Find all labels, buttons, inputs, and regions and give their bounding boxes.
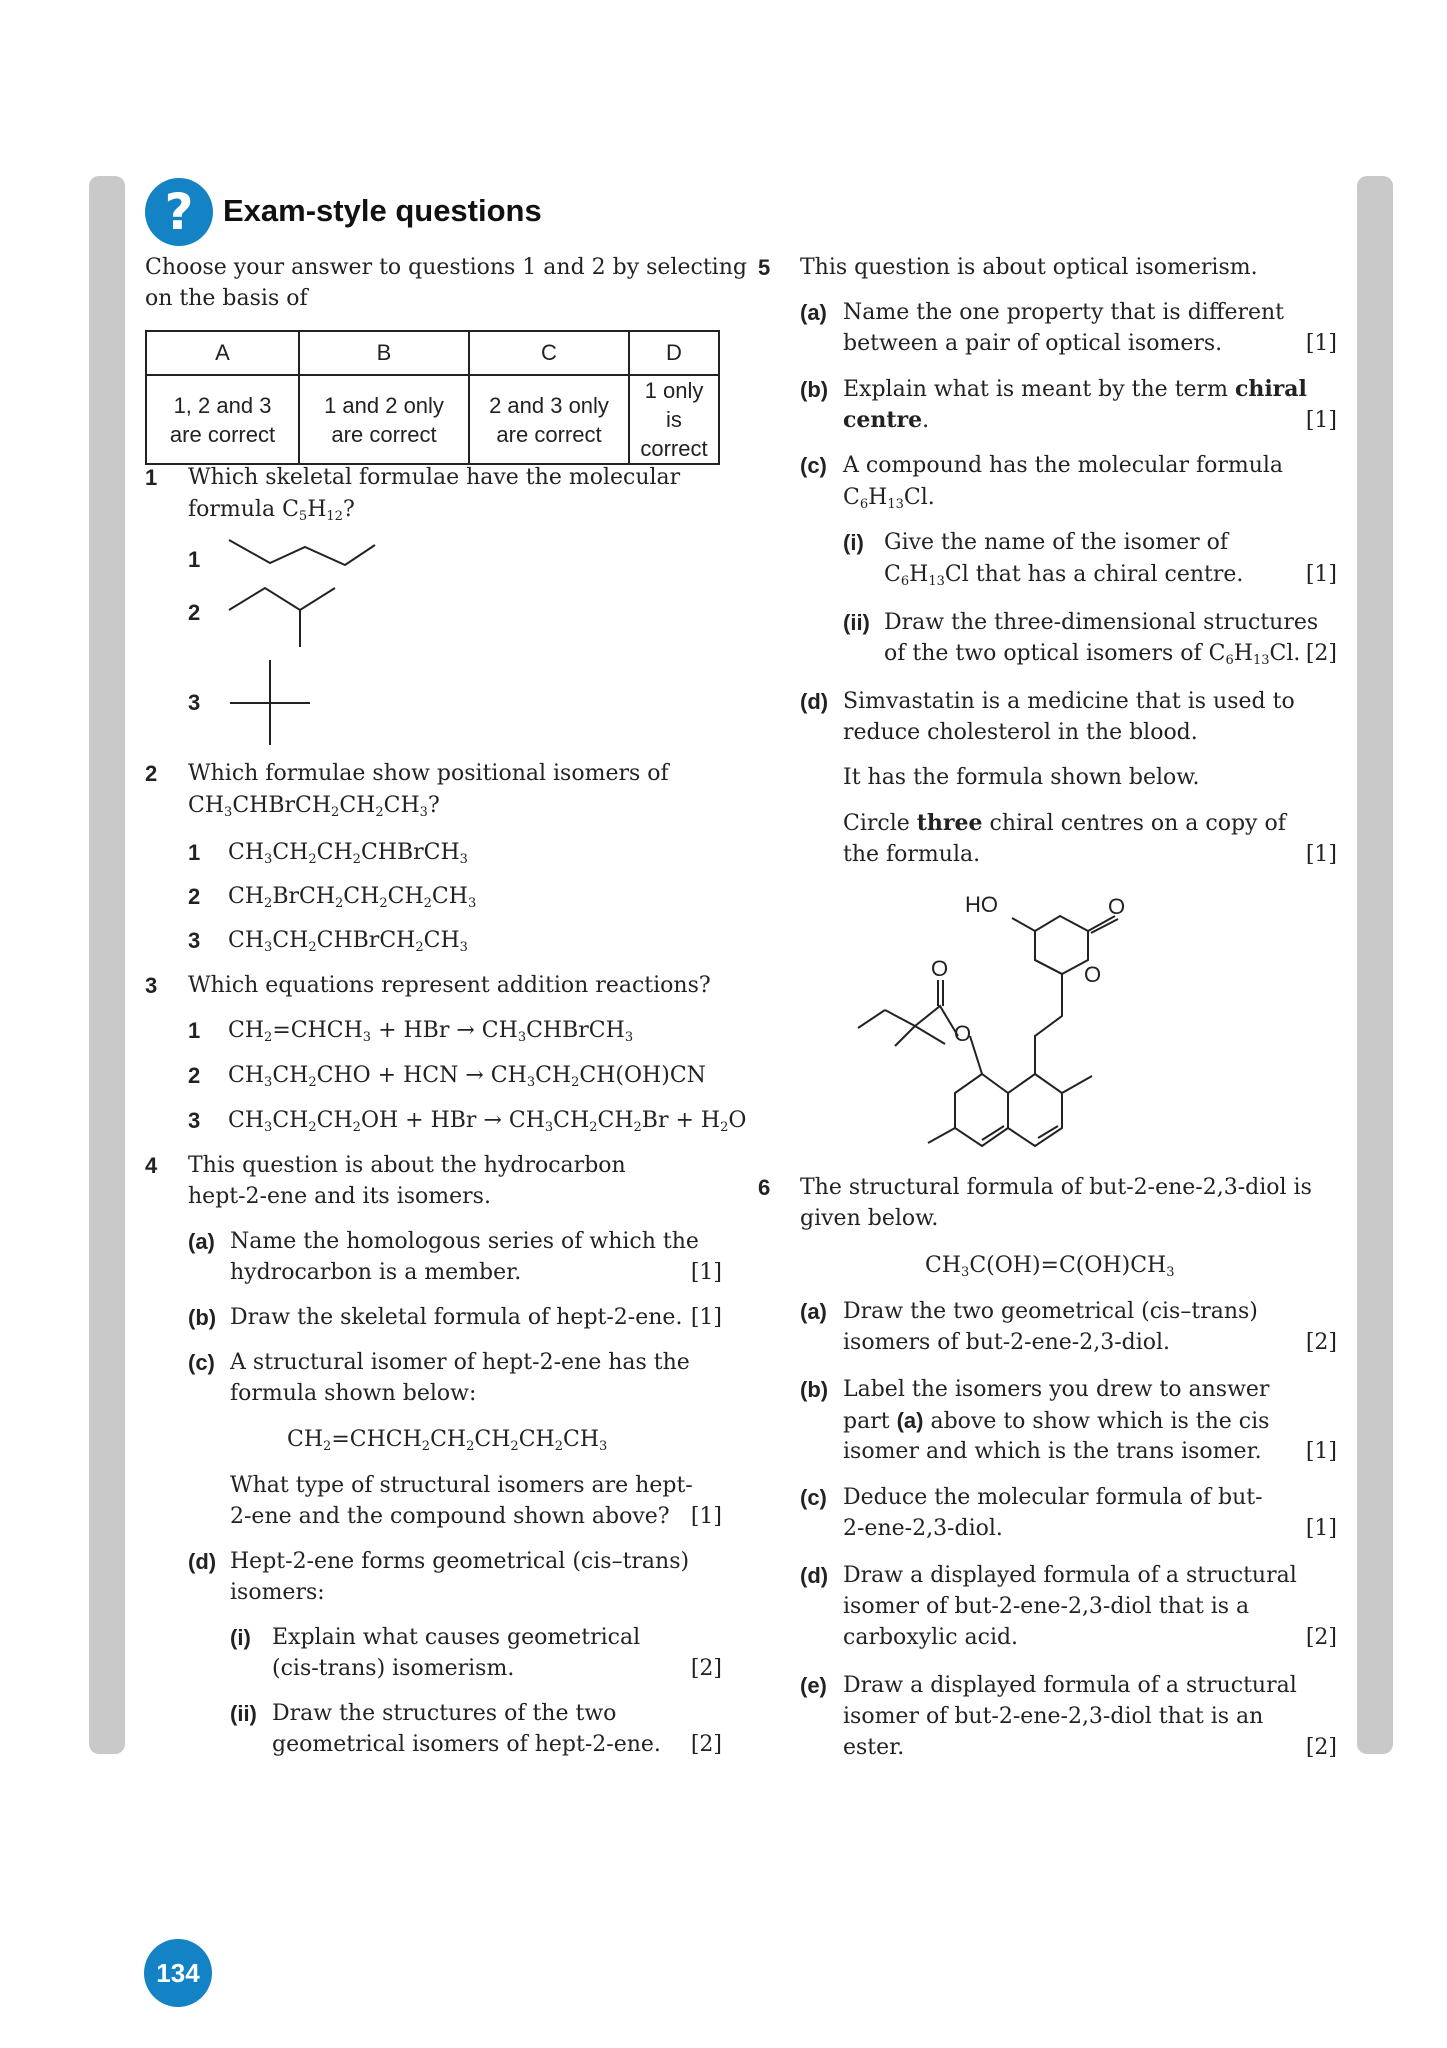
q5ci-line-1: Give the name of the isomer of [884,530,1228,555]
q5d-line-1: Simvastatin is a medicine that is used to [843,689,1295,714]
q4a-line-1: Name the homologous series of which the [230,1229,699,1254]
q5c-formula: $C_6H_{13}Cl$. [843,485,935,512]
q5a-mark: [1] [1305,331,1337,356]
question-mark-icon: ? [145,178,213,246]
q6b-line-1: Label the isomers you drew to answer [843,1377,1270,1402]
q4di-mark: [2] [690,1656,722,1681]
q6b-line-2: part (a) above to show which is the cis [843,1408,1270,1434]
q6-line-2: given below. [800,1206,939,1231]
q3-option-3: $CH_3CH_2CH_2OH$ + HBr → $CH_3CH_2CH_2Br + H_2O$ [228,1108,747,1135]
q6a-label: (a) [800,1299,827,1324]
q4b-mark: [1] [690,1305,722,1330]
q6c-mark: [1] [1305,1516,1337,1541]
q4di-label: (i) [230,1625,251,1650]
key-header-c: C [469,331,629,375]
q3-option-2-number: 2 [188,1063,201,1088]
q6c-line-1: Deduce the molecular formula of but- [843,1485,1263,1510]
key-header-b: B [299,331,469,375]
q4b-label: (b) [188,1305,217,1330]
q4dii-line-2: geometrical isomers of hept-2-ene. [272,1732,661,1757]
q5d-line-5: the formula. [843,842,981,867]
q6-line-1: The structural formula of but-2-ene-2,3-diol is [800,1175,1312,1200]
q6b-label: (b) [800,1377,829,1402]
q4di-line-1: Explain what causes geometrical [272,1625,641,1650]
answer-key-table [145,330,720,465]
q5d-line-4: Circle three chiral centres on a copy of [843,810,1286,836]
q5c-label: (c) [800,453,827,478]
q5b-line-2: centre. [843,407,930,433]
key-cell-c: 2 and 3 only are correct [469,375,629,464]
q4-number: 4 [145,1153,158,1178]
q5-line-1: This question is about optical isomerism. [800,255,1258,280]
key-header-d: D [629,331,719,375]
q4c-line-1: A structural isomer of hept-2-ene has the [230,1350,690,1375]
q2-option-1-number: 1 [188,840,201,865]
q4dii-line-1: Draw the structures of the two [272,1701,617,1726]
q6a-line-1: Draw the two geometrical (cis–trans) [843,1299,1258,1324]
intro-line-1: Choose your answer to questions 1 and 2 by selecting [145,255,747,280]
q5ci-label: (i) [843,530,864,555]
q5d-mark: [1] [1305,842,1337,867]
q6c-label: (c) [800,1485,827,1510]
key-header-a: A [146,331,299,375]
q5ci-line-2: $C_6H_{13}Cl$ that has a chiral centre. [884,562,1244,589]
q5a-label: (a) [800,300,827,325]
q5d-line-2: reduce cholesterol in the blood. [843,720,1198,745]
q4c-line-3: What type of structural isomers are hept- [230,1473,693,1498]
q2-option-1: $CH_3CH_2CH_2CHBrCH_3$ [228,840,468,867]
q5b-line-1: Explain what is meant by the term chiral [843,376,1307,402]
q5ci-mark: [1] [1305,562,1337,587]
label-ho: HO [965,892,998,917]
q4d-line-1: Hept-2-ene forms geometrical (cis–trans) [230,1549,690,1574]
q5d-label: (d) [800,689,829,714]
q4c-formula: $CH_2=CHCH_2CH_2CH_2CH_2CH_3$ [287,1427,608,1454]
key-cell-a: 1, 2 and 3 are correct [146,375,299,464]
methylbutane-skeleton [229,588,335,610]
q4a-label: (a) [188,1229,215,1254]
q2-option-3-number: 3 [188,928,201,953]
pentane-skeleton [229,540,375,565]
q4di-line-2: (cis-trans) isomerism. [272,1656,515,1681]
q4dii-mark: [2] [690,1732,722,1757]
q2-option-3: $CH_3CH_2CHBrCH_2CH_3$ [228,928,468,955]
q6-formula: $CH_3C(OH)=C(OH)CH_3$ [925,1253,1175,1280]
q5cii-line-2: of the two optical isomers of $C_6H_{13}Cl$. [884,641,1301,668]
q3-option-3-number: 3 [188,1108,201,1133]
q1-option-1: 1 [188,547,201,572]
q1-option-2: 2 [188,600,201,625]
q1-number: 1 [145,465,158,490]
q6d-line-2: isomer of but-2-ene-2,3-diol that is a [843,1594,1250,1619]
q5cii-label: (ii) [843,610,870,635]
q4a-line-2: hydrocarbon is a member. [230,1260,522,1285]
q6e-label: (e) [800,1673,827,1698]
label-o-ester: O [954,1021,972,1046]
label-o-carbonyl-ester: O [931,956,949,981]
q6a-mark: [2] [1305,1330,1337,1355]
q6d-mark: [2] [1305,1625,1337,1650]
simvastatin-structure [830,888,1160,1168]
q4c-label: (c) [188,1350,215,1375]
q4-line-1: This question is about the hydrocarbon [188,1153,626,1178]
right-margin-bar [1357,176,1393,1754]
q6c-line-2: 2-ene-2,3-diol. [843,1516,1003,1541]
q1-line-1: Which skeletal formulae have the molecular [188,465,681,490]
page-title: Exam-style questions [223,193,542,228]
intro-line-2: on the basis of [145,286,308,311]
q4d-label: (d) [188,1549,217,1574]
q4c-mark: [1] [690,1504,722,1529]
q5b-label: (b) [800,377,829,402]
q5cii-line-1: Draw the three-dimensional structures [884,610,1319,635]
page-number: 134 [144,1939,212,2007]
q4b-line-1: Draw the skeletal formula of hept-2-ene. [230,1305,683,1330]
q3-option-1-number: 1 [188,1018,201,1043]
q6b-line-3: isomer and which is the trans isomer. [843,1439,1262,1464]
q6e-line-3: ester. [843,1735,905,1760]
q4c-line-4: 2-ene and the compound shown above? [230,1504,670,1529]
q1-option-3: 3 [188,690,201,715]
q6e-line-2: isomer of but-2-ene-2,3-diol that is an [843,1704,1264,1729]
q6e-line-1: Draw a displayed formula of a structural [843,1673,1297,1698]
label-o-ring: O [1084,962,1102,987]
key-cell-b: 1 and 2 only are correct [299,375,469,464]
q2-number: 2 [145,761,158,786]
q6d-line-1: Draw a displayed formula of a structural [843,1563,1297,1588]
q6b-mark: [1] [1305,1439,1337,1464]
q5a-line-2: between a pair of optical isomers. [843,331,1223,356]
q4-line-2: hept-2-ene and its isomers. [188,1184,491,1209]
q5-number: 5 [758,255,771,280]
q3-option-2: $CH_3CH_2CHO$ + HCN → $CH_3CH_2CH(OH)CN$ [228,1063,706,1090]
q6d-line-3: carboxylic acid. [843,1625,1019,1650]
q5a-line-1: Name the one property that is different [843,300,1285,325]
q2-line-1: Which formulae show positional isomers of [188,761,669,786]
q5cii-mark: [2] [1305,641,1337,666]
q4c-line-2: formula shown below: [230,1381,477,1406]
q2-option-2-number: 2 [188,884,201,909]
q3-option-1: $CH_2=CHCH_3$ + HBr → $CH_3CHBrCH_3$ [228,1018,634,1045]
label-o-carbonyl-lactone: O [1108,894,1126,919]
q4a-mark: [1] [690,1260,722,1285]
q5c-line-1: A compound has the molecular formula [843,453,1284,478]
q3-line-1: Which equations represent addition reactions? [188,973,711,998]
q4d-line-2: isomers: [230,1580,325,1605]
q2-formula: $CH_3CHBrCH_2CH_2CH_3$? [188,793,440,820]
q5d-line-3: It has the formula shown below. [843,765,1200,790]
q2-option-2: $CH_2BrCH_2CH_2CH_2CH_3$ [228,884,477,911]
key-cell-d: 1 only is correct [629,375,719,464]
q6-number: 6 [758,1175,771,1200]
q1-line-2: formula $C_5H_{12}$? [188,497,355,524]
q6e-mark: [2] [1305,1735,1337,1760]
q5b-mark: [1] [1305,408,1337,433]
q6d-label: (d) [800,1563,829,1588]
q1-skeletal-structures [225,535,385,755]
q4dii-label: (ii) [230,1701,257,1726]
left-margin-bar [89,176,125,1754]
q6a-line-2: isomers of but-2-ene-2,3-diol. [843,1330,1171,1355]
q3-number: 3 [145,973,158,998]
